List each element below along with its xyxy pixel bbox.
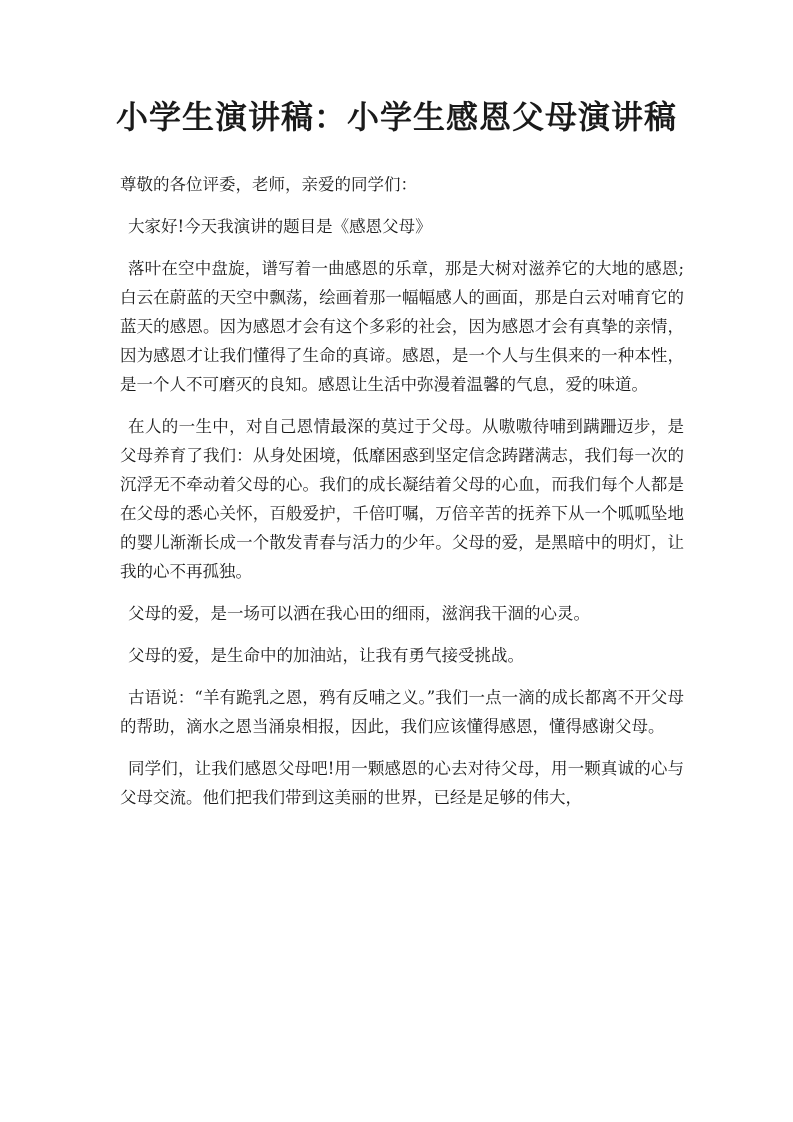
paragraph-love-rain: 父母的爱，是一场可以洒在我心田的细雨，滋润我干涸的心灵。 xyxy=(128,604,590,623)
paragraph-love-station: 父母的爱，是生命中的加油站，让我有勇气接受挑战。 xyxy=(128,646,524,665)
document-body xyxy=(120,170,684,825)
paragraph-parents-raising: 在人的一生中，对自己恩情最深的莫过于父母。从嗷嗷待哺到蹒跚迈步，是父母养育了我们：从身处困境，低靡困惑到坚定信念踌躇满志，我们每一次的沉浮无不牵动着父母的心。我们的成长凝结着父母的心血，而我们每个人都是在父母的悉心关怀，百般爱护，千倍叮嘱，万倍辛苦的抚养下从一个呱呱坠地的婴儿渐渐长成一个散发青春与活力的少年。父母的爱，是黑暗中的明灯，让我的心不再孤独。 xyxy=(120,417,684,581)
salutation: 尊敬的各位评委，老师，亲爱的同学们： xyxy=(120,175,417,194)
paragraph-gratitude-nature: 落叶在空中盘旋，谱写着一曲感恩的乐章，那是大树对滋养它的大地的感恩;白云在蔚蓝的天空中飘荡，绘画着那一幅幅感人的画面，那是白云对哺育它的蓝天的感恩。因为感恩才会有这个多彩的社会，因为感恩才会有真挚的亲情，因为感恩才让我们懂得了生命的真谛。感恩，是一个人与生俱来的一种本性，是一个人不可磨灭的良知。感恩让生活中弥漫着温馨的气息，爱的味道。 xyxy=(120,259,684,394)
paragraph-ancient-saying: 古语说：“羊有跪乳之恩，鸦有反哺之义。”我们一点一滴的成长都离不开父母的帮助，滴水之恩当涌泉相报，因此，我们应该懂得感恩，懂得感谢父母。 xyxy=(120,688,684,736)
paragraph-greeting: 大家好!今天我演讲的题目是《感恩父母》 xyxy=(128,217,432,236)
paragraph-call-to-action: 同学们，让我们感恩父母吧!用一颗感恩的心去对待父母，用一颗真诚的心与父母交流。他们把我们带到这美丽的世界，已经是足够的伟大， xyxy=(120,759,684,807)
document-title: 小学生演讲稿：小学生感恩父母演讲稿 xyxy=(115,98,677,136)
